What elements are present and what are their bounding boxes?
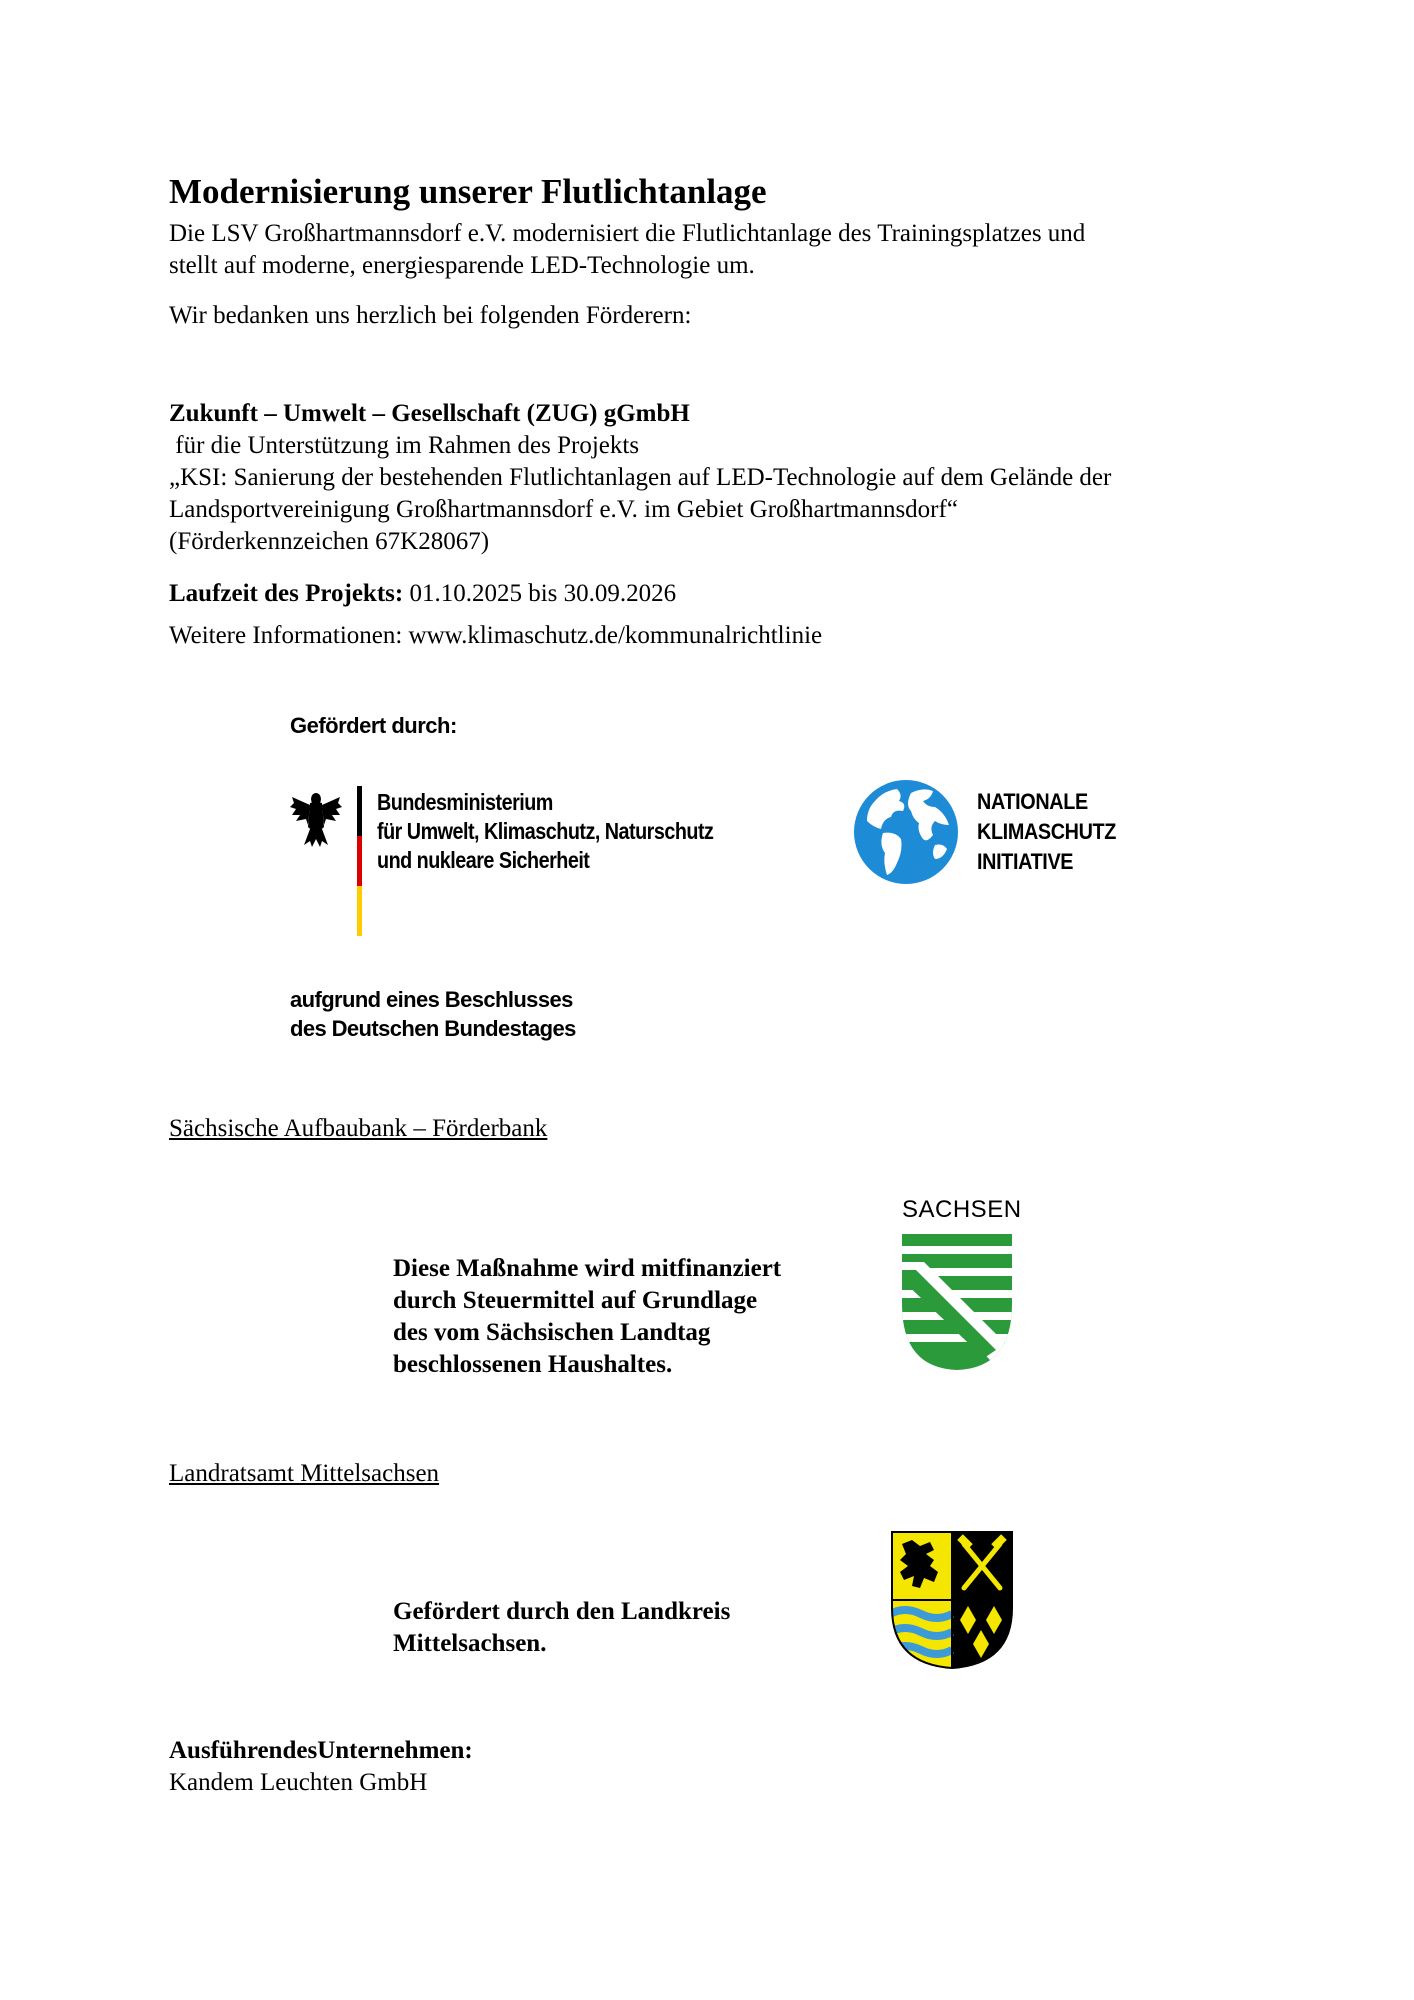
- zug-funding-code: (Förderkennzeichen 67K28067): [169, 528, 490, 555]
- note-line: Mittelsachsen.: [393, 1630, 547, 1657]
- ministry-line: und nukleare Sicherheit: [377, 847, 590, 873]
- info-line: Weitere Informationen: www.klimaschutz.de/kommunalrichtlinie: [169, 622, 823, 649]
- note-line: beschlossenen Haushaltes.: [393, 1351, 673, 1378]
- zug-organization: Zukunft – Umwelt – Gesellschaft (ZUG) gGmbH: [169, 400, 690, 427]
- project-runtime: [169, 578, 676, 610]
- nki-logo-text: [977, 787, 1116, 877]
- contractor-name: Kandem Leuchten GmbH: [169, 1769, 428, 1796]
- bundestag-line: aufgrund eines Beschlusses: [290, 987, 573, 1012]
- bundestag-line: des Deutschen Bundestages: [290, 1016, 576, 1041]
- zug-support-line: für die Unterstützung im Rahmen des Projekts: [169, 432, 640, 459]
- federal-eagle-icon: [290, 787, 342, 849]
- nki-line: KLIMASCHUTZ: [977, 819, 1117, 844]
- contractor-section: [169, 1735, 473, 1799]
- mittelsachsen-funding-note: [393, 1596, 730, 1660]
- mittelsachsen-coat-of-arms-icon: [890, 1530, 1014, 1670]
- zug-project-line: Landsportvereinigung Großhartmannsdorf e.V. im Gebiet Großhartmannsdorf“: [169, 496, 958, 523]
- sachsen-logo-label: SACHSEN: [902, 1196, 1022, 1223]
- note-line: des vom Sächsischen Landtag: [393, 1319, 711, 1346]
- ministry-line: Bundesministerium: [377, 789, 553, 815]
- contractor-label: AusführendesUnternehmen:: [169, 1737, 473, 1764]
- flag-stripe-gold: [357, 886, 362, 936]
- german-flag-bar: [357, 786, 362, 936]
- sab-link[interactable]: Sächsische Aufbaubank – Förderbank: [169, 1115, 548, 1142]
- ministry-name: [377, 788, 713, 875]
- page-title: Modernisierung unserer Flutlichtanlage: [169, 172, 767, 211]
- zug-project-line: „KSI: Sanierung der bestehenden Flutlichtanlagen auf LED-Technologie auf dem Gelände der: [169, 464, 1112, 491]
- flag-stripe-black: [357, 786, 362, 836]
- runtime-value: 01.10.2025 bis 30.09.2026: [403, 580, 677, 607]
- sachsen-coat-of-arms-icon: [900, 1232, 1014, 1372]
- flag-stripe-red: [357, 836, 362, 886]
- note-line: durch Steuermittel auf Grundlage: [393, 1287, 758, 1314]
- runtime-label: Laufzeit des Projekts:: [169, 580, 404, 607]
- sachsen-funding-note: [393, 1253, 781, 1381]
- intro-line: Die LSV Großhartmannsdorf e.V. modernisiert die Flutlichtanlage des Trainingsplatzes und: [169, 220, 1086, 247]
- nki-line: NATIONALE: [977, 789, 1088, 814]
- intro-line: stellt auf moderne, energiesparende LED-Technologie um.: [169, 252, 755, 279]
- funded-by-label: Gefördert durch:: [290, 713, 457, 738]
- intro-paragraph: [169, 218, 1085, 282]
- ministry-line: für Umwelt, Klimaschutz, Naturschutz: [377, 818, 714, 844]
- note-line: Gefördert durch den Landkreis: [393, 1598, 731, 1625]
- nki-line: INITIATIVE: [977, 849, 1074, 874]
- note-line: Diese Maßnahme wird mitfinanziert: [393, 1255, 782, 1282]
- landratsamt-link[interactable]: Landratsamt Mittelsachsen: [169, 1460, 440, 1487]
- globe-icon: [853, 773, 959, 887]
- thanks-line: Wir bedanken uns herzlich bei folgenden Förderern:: [169, 302, 692, 329]
- bundestag-label: [290, 985, 576, 1043]
- zug-section: [169, 398, 1111, 558]
